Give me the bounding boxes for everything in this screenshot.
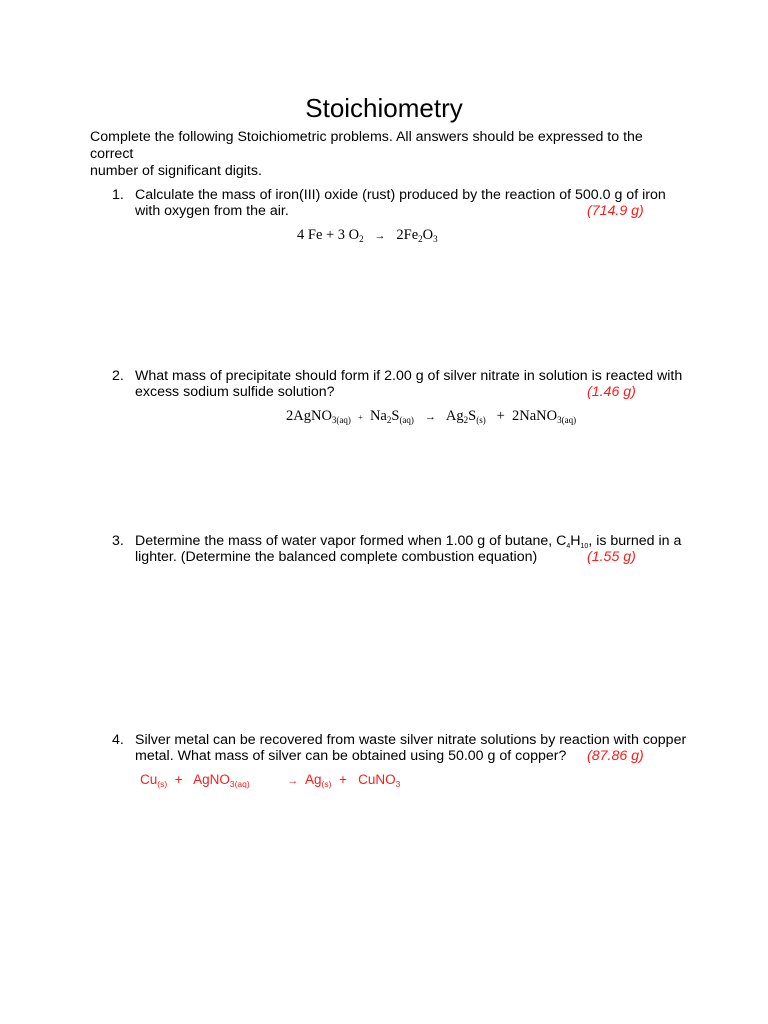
eq-term: Ag bbox=[445, 408, 464, 424]
reaction-arrow: → bbox=[424, 411, 436, 423]
question-text: Determine the mass of water vapor formed when 1.00 g of butane, C bbox=[135, 533, 567, 549]
eq-term: 2AgNO bbox=[286, 408, 332, 424]
answer-hint: (87.86 g) bbox=[587, 748, 644, 764]
eq-plus: + bbox=[358, 413, 363, 422]
eq-term: 2Fe bbox=[396, 227, 419, 243]
question-text: , is burned in a bbox=[588, 533, 682, 549]
answer-hint: (714.9 g) bbox=[587, 203, 644, 219]
eq-term: 4 Fe + 3 O bbox=[297, 227, 360, 243]
eq-term: S bbox=[468, 408, 477, 424]
question-text-line-1: Silver metal can be recovered from waste silver nitrate solutions by reaction with copper bbox=[135, 732, 687, 748]
eq-subscript: 3(aq) bbox=[229, 779, 250, 789]
eq-subscript: (aq) bbox=[399, 415, 414, 425]
question-text-line-2: lighter. (Determine the balanced complete combustion equation) bbox=[135, 549, 538, 565]
instructions bbox=[90, 129, 690, 180]
question-text-line-2: metal. What mass of silver can be obtained using 50.00 g of copper? bbox=[135, 748, 567, 764]
eq-term: Cu bbox=[140, 772, 158, 787]
eq-subscript: 3(aq) bbox=[557, 415, 577, 425]
question-text-line-2: excess sodium sulfide solution? bbox=[135, 384, 335, 400]
question-number: 4. bbox=[112, 732, 124, 748]
question-number: 3. bbox=[112, 533, 124, 549]
eq-subscript: 2 bbox=[463, 415, 469, 425]
eq-plus: + bbox=[338, 772, 347, 787]
eq-term: CuNO bbox=[358, 772, 396, 787]
eq-subscript: 2 bbox=[359, 234, 364, 244]
instructions-line-1: Complete the following Stoichiometric problems. All answers should be expressed to the correct bbox=[90, 129, 643, 162]
eq-subscript: 2 bbox=[386, 415, 392, 425]
formula-subscript: 10 bbox=[580, 543, 589, 550]
equation-1 bbox=[297, 227, 438, 244]
question-text-line-1: What mass of precipitate should form if 2.00 g of silver nitrate in solution is reacted with bbox=[135, 368, 683, 384]
instructions-line-2: number of significant digits. bbox=[90, 163, 262, 179]
eq-term: Na bbox=[369, 408, 387, 424]
eq-subscript: 3(aq) bbox=[331, 415, 351, 425]
question-text-line-2: with oxygen from the air. bbox=[135, 203, 289, 219]
eq-term: AgNO bbox=[193, 772, 230, 787]
eq-plus: + bbox=[496, 408, 505, 424]
page-title: Stoichiometry bbox=[305, 93, 463, 123]
eq-term: O bbox=[422, 227, 434, 243]
eq-subscript: 3 bbox=[395, 779, 401, 789]
reaction-arrow: → bbox=[287, 775, 299, 787]
question-text: H bbox=[570, 533, 581, 549]
question-number: 1. bbox=[112, 187, 124, 203]
question-text-line-1: Calculate the mass of iron(III) oxide (rust) produced by the reaction of 500.0 g of iron bbox=[135, 187, 666, 203]
eq-term: S bbox=[391, 408, 400, 424]
eq-subscript: 2 bbox=[418, 234, 423, 244]
eq-plus: + bbox=[174, 772, 183, 787]
equation-4 bbox=[140, 772, 400, 787]
question-number: 2. bbox=[112, 368, 124, 384]
answer-hint: (1.55 g) bbox=[587, 549, 636, 565]
eq-subscript: (s) bbox=[157, 779, 168, 789]
reaction-arrow: → bbox=[374, 230, 386, 242]
equation-2 bbox=[286, 408, 576, 425]
eq-subscript: (s) bbox=[321, 779, 332, 789]
eq-subscript: 3 bbox=[433, 234, 438, 244]
answer-hint: (1.46 g) bbox=[587, 384, 636, 400]
eq-subscript: (s) bbox=[476, 415, 486, 425]
eq-term: Ag bbox=[305, 772, 322, 787]
formula-subscript: 4 bbox=[566, 543, 571, 550]
eq-term: 2NaNO bbox=[512, 408, 558, 424]
